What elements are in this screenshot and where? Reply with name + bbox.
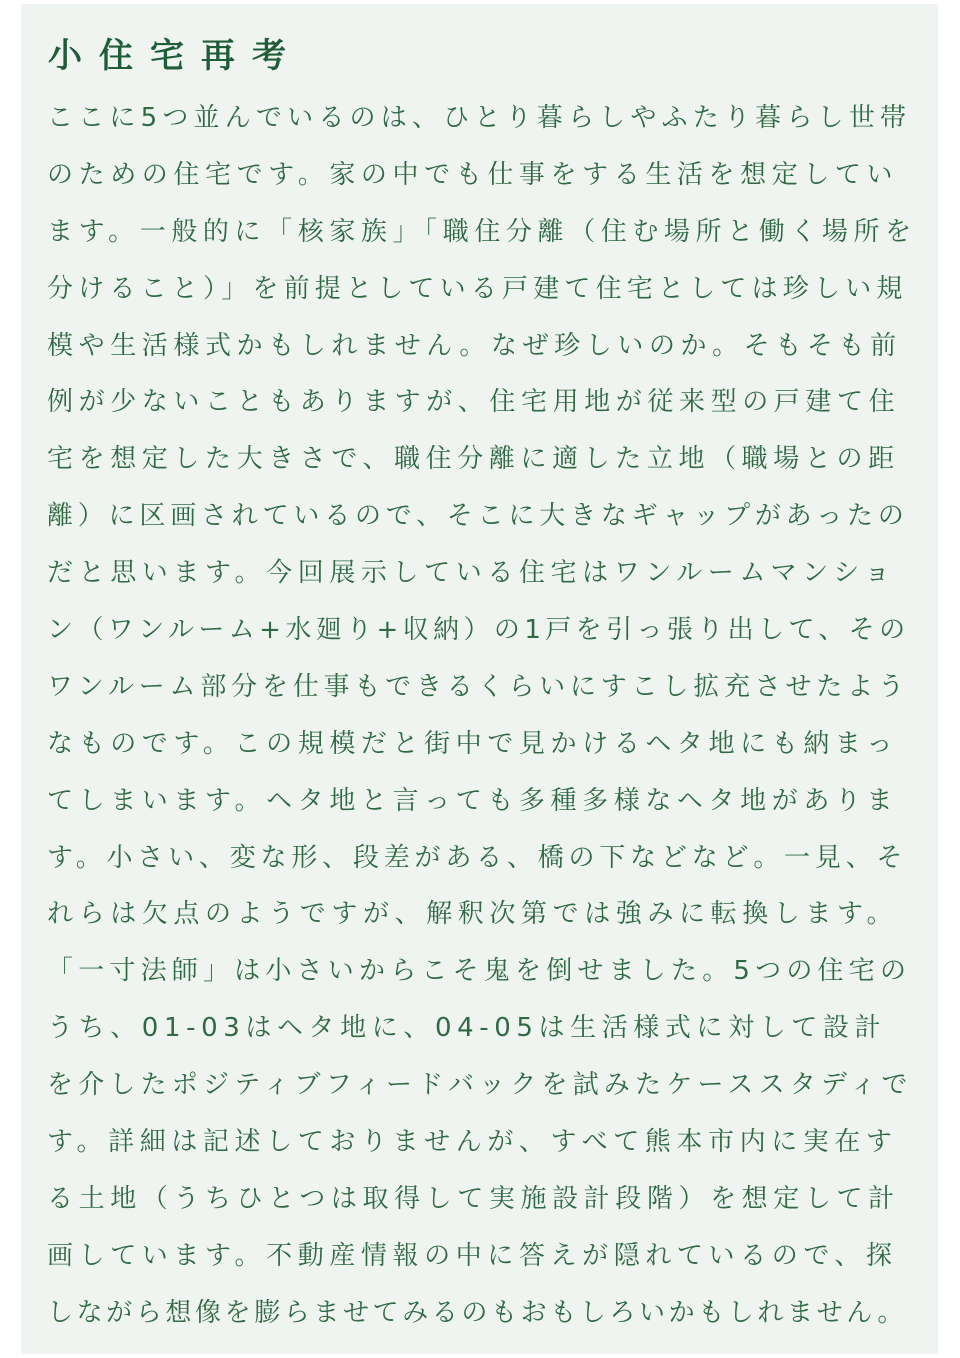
body-line-20: る土地（うちひとつは取得して実施設計段階）を想定して計: [47, 1183, 900, 1214]
body-line-01: ここに5つ並んでいるのは、ひとり暮らしやふたり暮らし世帯: [47, 103, 912, 133]
body-line-10: ン（ワンルーム+水廻り+収納）の1戸を引っ張り出して、その: [47, 615, 910, 646]
body-line-16: 「一寸法師」は小さいからこそ鬼を倒せました。5つの住宅の: [47, 956, 912, 987]
body-line-08: 離）に区画されているので、そこに大きなギャップがあったの: [47, 501, 909, 532]
body-line-05: 模や生活様式かもしれません。なぜ珍しいのか。そもそも前: [47, 330, 902, 361]
body-line-12: なものです。この規模だと街中で見かけるヘタ地にも納まっ: [47, 728, 899, 759]
body-line-17: うち、01-03はヘタ地に、04-05は生活様式に対して設計: [47, 1013, 887, 1044]
body-line-14: す。小さい、変な形、段差がある、橋の下などなど。一見、そ: [47, 842, 908, 873]
body-line-18: を介したポジティブフィードバックを試みたケーススタディで: [47, 1070, 913, 1101]
body-line-15: れらは欠点のようですが、解釈次第では強みに転換します。: [47, 899, 899, 930]
body-line-19: す。詳細は記述しておりませんが、すべて熊本市内に実在す: [47, 1127, 898, 1158]
body-line-02: のための住宅です。家の中でも仕事をする生活を想定してい: [47, 159, 899, 190]
body-line-04: 分けること）」を前提としている戸建て住宅としては珍しい規: [47, 273, 908, 304]
body-line-22: しながら想像を膨らませてみるのもおもしろいかもしれません。: [47, 1297, 907, 1328]
article-body: [47, 90, 917, 1342]
body-line-11: ワンルーム部分を仕事もできるくらいにすこし拡充させたよう: [47, 671, 909, 702]
page-title: 小住宅再考: [48, 36, 303, 76]
body-line-03: ます。一般的に「核家族」「職住分離（住む場所と働く場所を: [47, 216, 917, 247]
body-line-09: だと思います。今回展示している住宅はワンルームマンショ: [47, 558, 896, 589]
body-line-06: 例が少ないこともありますが、住宅用地が従来型の戸建て住: [47, 387, 901, 418]
body-line-13: てしまいます。ヘタ地と言っても多種多様なヘタ地がありま: [47, 785, 899, 816]
body-line-21: 画しています。不動産情報の中に答えが隠れているので、探: [47, 1240, 898, 1271]
body-line-07: 宅を想定した大きさで、職住分離に適した立地（職場との距: [47, 444, 900, 475]
